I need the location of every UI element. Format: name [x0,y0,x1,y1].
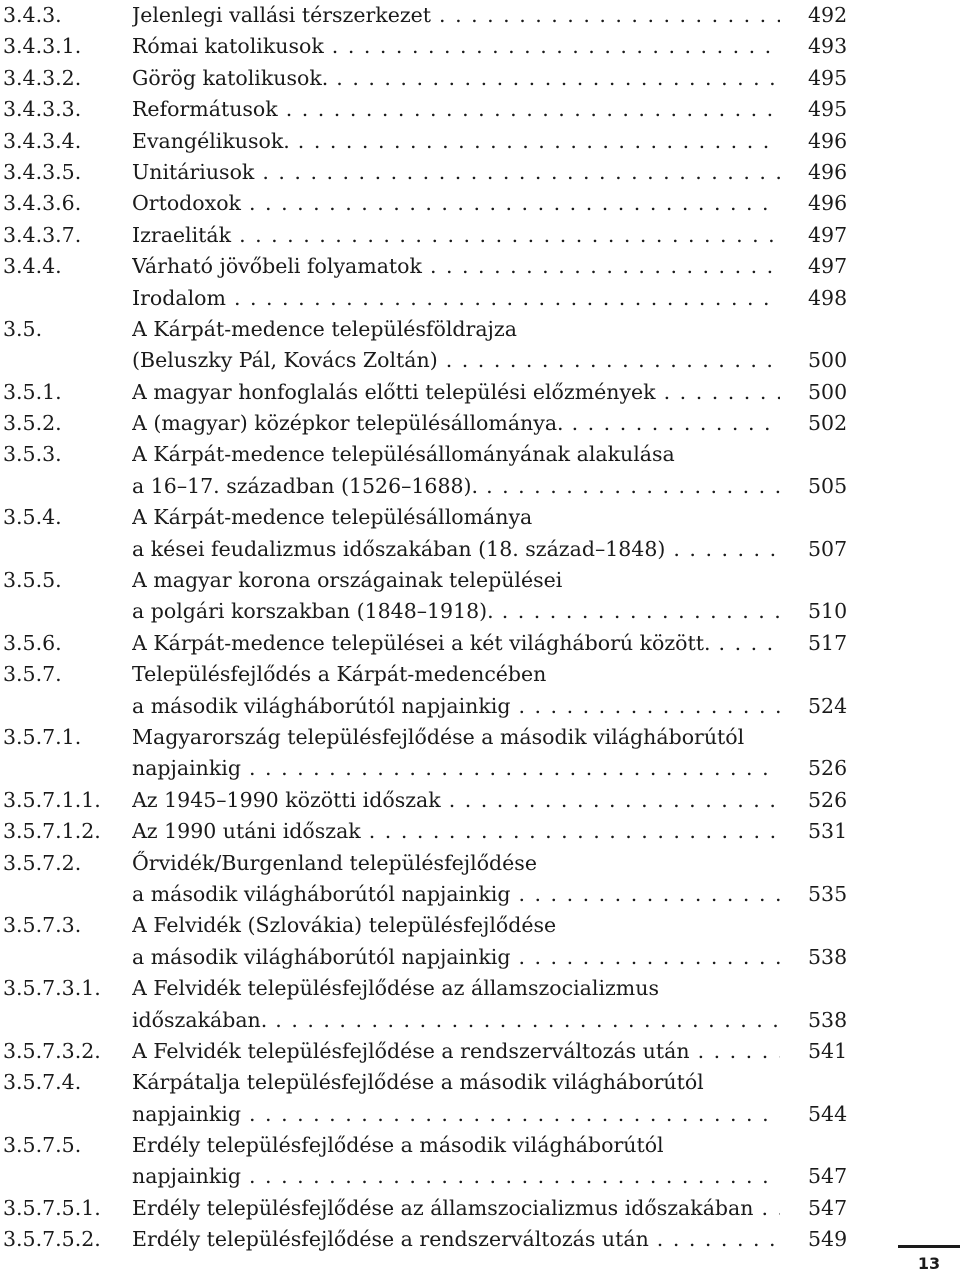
toc-line [0,596,960,627]
toc-entry-title: A magyar honfoglalás előtti települési előzmények . . . [132,377,780,408]
toc-line [0,157,960,188]
toc-entry-page: 493 [808,34,848,59]
toc-entry-title: a polgári korszakban (1848–1918). . . . [132,596,780,627]
toc-line [0,94,960,125]
toc-line [0,942,960,973]
toc-entry-page: 547 [808,1164,848,1189]
toc-line [0,31,960,62]
toc-entry-title: a második világháborútól napjainkig . . . [132,942,780,973]
toc-line [0,251,960,282]
toc-entry-title: Őrvidék/Burgenland településfejlődése [132,850,537,875]
toc-entry-title: Az 1990 utáni időszak . . . [132,816,780,847]
toc-entry-title: A Kárpát-medence települései a két világháború között. . . . [132,628,780,659]
toc-entry-number: 3.5.3. [3,442,62,467]
toc-entry-page: 535 [808,881,848,906]
toc-entry [0,659,960,722]
toc-line [0,377,960,408]
toc-entry [0,251,960,282]
toc-entry-number: 3.5.7.5.1. [3,1195,101,1220]
toc-entry-number: 3.5.7.2. [3,850,82,875]
toc-entry-title: a kései feudalizmus időszakában (18. század–1848) . . . [132,534,780,565]
toc-entry-title: a második világháborútól napjainkig . . . [132,879,780,910]
toc-entry-title: Irodalom . . . [132,283,780,314]
toc-entry-title: Kárpátalja településfejlődése a második világháborútól [132,1070,704,1095]
toc-entry-page: 507 [808,536,848,561]
toc-line [0,188,960,219]
toc-entry-number: 3.5.7.5. [3,1133,82,1158]
toc-line [0,471,960,502]
toc-line [0,1161,960,1192]
toc-line [0,659,960,690]
toc-entry [0,1036,960,1067]
toc-line [0,848,960,879]
toc-line [0,910,960,941]
toc-entry-page: 517 [808,630,848,655]
toc-entry-title: Várható jövőbeli folyamatok . . . [132,251,780,282]
toc-entry-title: napjainkig . . . [132,753,780,784]
toc-entry-number: 3.5.1. [3,379,62,404]
toc-entry-title: A Felvidék (Szlovákia) településfejlődése [132,913,557,938]
toc-entry-title: A (magyar) középkor településállománya. . . . [132,408,780,439]
toc-entry-title: Reformátusok . . . [132,94,780,125]
toc-entry [0,31,960,62]
toc-line [0,628,960,659]
toc-entry-title: A Kárpát-medence településállományának alakulása [132,442,675,467]
toc-entry-number: 3.4.3.1. [3,34,82,59]
page-number: 13 [898,1245,960,1273]
toc-line [0,534,960,565]
toc-entry-page: 502 [808,411,848,436]
toc-entry-number: 3.5.5. [3,568,62,593]
toc-entry-number: 3.5.2. [3,411,62,436]
toc-entry-page: 544 [808,1101,848,1126]
toc-line [0,220,960,251]
toc-entry-page: 549 [808,1227,848,1252]
toc-entry-number: 3.5.7.4. [3,1070,82,1095]
toc-entry-number: 3.5.7.1.1. [3,787,101,812]
toc-line [0,879,960,910]
toc-entry-page: 495 [808,65,848,90]
toc-entry-number: 3.4.3.6. [3,191,82,216]
toc-line [0,502,960,533]
toc-entry-number: 3.4.3.2. [3,65,82,90]
toc-entry-page: 547 [808,1195,848,1220]
toc-line [0,722,960,753]
toc-entry [0,565,960,628]
toc-entry-page: 538 [808,944,848,969]
toc-entry-page: 500 [808,379,848,404]
toc-entry [0,722,960,785]
toc-line [0,439,960,470]
toc-entry-page: 496 [808,159,848,184]
toc-entry-title: A Kárpát-medence településföldrajza [132,316,517,341]
toc-entry [0,502,960,565]
toc-line [0,753,960,784]
toc-line [0,1036,960,1067]
toc-line [0,126,960,157]
toc-entry-page: 497 [808,222,848,247]
toc-entry [0,94,960,125]
toc-entry-title: A Kárpát-medence településállománya [132,505,533,530]
toc-entry-page: 495 [808,97,848,122]
toc-entry-number: 3.5. [3,316,43,341]
toc-entry-title: Jelenlegi vallási térszerkezet . . . [132,0,780,31]
toc-entry [0,1130,960,1193]
toc-line [0,785,960,816]
toc-entry-page: 510 [808,599,848,624]
toc-line [0,1130,960,1161]
toc-line [0,1099,960,1130]
toc-entry-number: 3.4.3.7. [3,222,82,247]
toc-entry [0,408,960,439]
toc-entry [0,0,960,31]
toc-entry [0,1193,960,1224]
toc-entry-page: 526 [808,756,848,781]
toc-line [0,1067,960,1098]
toc-line [0,63,960,94]
toc-entry-title: napjainkig . . . [132,1161,780,1192]
toc-entry-number: 3.5.6. [3,630,62,655]
toc-entry [0,1067,960,1130]
toc-entry-title: A Felvidék településfejlődése az államszocializmus [132,976,659,1001]
toc-entry [0,816,960,847]
toc-line [0,314,960,345]
toc-entry-number: 3.4.3. [3,3,62,27]
toc-entry-number: 3.5.7.3. [3,913,82,938]
toc-entry-title: Evangélikusok. . . . [132,126,780,157]
toc-entry [0,377,960,408]
toc-entry-page: 524 [808,693,848,718]
toc-entry [0,910,960,973]
toc-entry-title: Erdély településfejlődése a rendszerváltozás után . . . [132,1224,780,1255]
toc-entry-number: 3.4.3.4. [3,128,82,153]
toc-entry [0,314,960,377]
toc-entry-page: 500 [808,348,848,373]
toc-entry [0,848,960,911]
toc-line [0,283,960,314]
toc-entry-number: 3.5.7.3.1. [3,976,101,1001]
toc-entry [0,628,960,659]
toc-entry-page: 497 [808,254,848,279]
toc-entry-number: 3.4.4. [3,254,62,279]
toc-entry-page: 498 [808,285,848,310]
toc-entry-page: 538 [808,1007,848,1032]
toc-line [0,973,960,1004]
toc-line [0,1005,960,1036]
toc-entry-page: 496 [808,128,848,153]
toc-line [0,691,960,722]
toc-entry-page: 541 [808,1038,848,1063]
toc-entry-title: Településfejlődés a Kárpát-medencében [132,662,547,687]
toc-entry [0,188,960,219]
toc-entry-title: napjainkig . . . [132,1099,780,1130]
toc-line [0,1224,960,1255]
toc-entry-title: (Beluszky Pál, Kovács Zoltán) . . . [132,345,780,376]
toc-entry-page: 505 [808,473,848,498]
toc-entry-number: 3.5.7.1.2. [3,819,101,844]
toc-entry-page: 526 [808,787,848,812]
toc-entry-number: 3.5.7.5.2. [3,1227,101,1252]
toc-entry [0,439,960,502]
toc-entry-title: a 16–17. században (1526–1688). . . . [132,471,780,502]
toc-entry-title: Izraeliták . . . [132,220,780,251]
toc-entry [0,126,960,157]
toc-entry-number: 3.5.4. [3,505,62,530]
toc-entry-title: Az 1945–1990 közötti időszak . . . [132,785,780,816]
toc-entry-page: 496 [808,191,848,216]
toc-entry-page: 492 [808,3,848,27]
toc-entry-title: A Felvidék településfejlődése a rendszerváltozás után . . . [132,1036,780,1067]
toc-entry [0,157,960,188]
toc-line [0,408,960,439]
toc-entry-number: 3.5.7. [3,662,62,687]
toc-entry-title: Görög katolikusok. . . . [132,63,780,94]
toc-line [0,1193,960,1224]
toc-entry-title: Magyarország településfejlődése a második világháborútól [132,724,745,749]
toc-entry-title: A magyar korona országainak települései [132,568,563,593]
toc-entry [0,220,960,251]
toc-entry-title: Erdély településfejlődése az államszocializmus időszakában . . . [132,1193,780,1224]
toc-entry-title: Erdély településfejlődése a második világháborútól [132,1133,664,1158]
toc-entry [0,1224,960,1255]
toc-entry-title: időszakában. . . . [132,1005,780,1036]
toc-entry-title: Ortodoxok . . . [132,188,780,219]
toc-entry [0,785,960,816]
toc-line [0,565,960,596]
toc-entry-number: 3.4.3.3. [3,97,82,122]
toc-entry-number: 3.4.3.5. [3,159,82,184]
toc-entry [0,63,960,94]
toc-entry-title: Unitáriusok . . . [132,157,780,188]
toc-entry-title: Római katolikusok . . . [132,31,780,62]
toc-line [0,345,960,376]
toc-entry [0,973,960,1036]
toc-entry [0,283,960,314]
toc-entry-title: a második világháborútól napjainkig . . . [132,691,780,722]
toc-line [0,0,960,31]
toc-entry-number: 3.5.7.3.2. [3,1038,101,1063]
toc-entry-number: 3.5.7.1. [3,724,82,749]
toc-entry-page: 531 [808,819,848,844]
toc-line [0,816,960,847]
